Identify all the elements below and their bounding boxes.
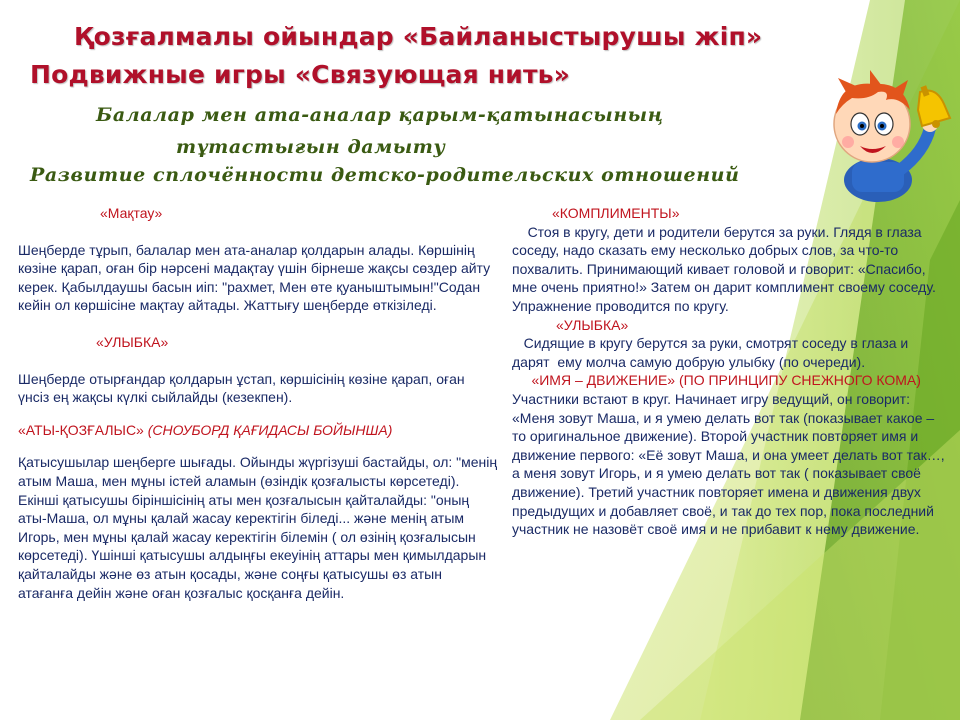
subtitle-kazakh-line2: тұтастығын дамыту xyxy=(176,136,446,158)
title-kazakh: Қозғалмалы ойындар «Байланыстырушы жіп» xyxy=(74,22,763,51)
bell-boy-illustration xyxy=(812,52,952,202)
section-text-ulybka-kz: Шеңберде отырғандар қолдарын ұстап, көршісінің көзіне қарап, оған үнсіз ең жақсы күлкі сыйлайды (кезекпен). xyxy=(18,370,465,406)
section-heading-ulybka-ru: «УЛЫБКА» xyxy=(556,316,629,333)
heading-italic: (СНОУБОРД ҚАҒИДАСЫ БОЙЫНША) xyxy=(147,421,393,438)
section-text-komplimenty: Стоя в кругу, дети и родители берутся за руки. Глядя в глаза соседу, надо сказать ему несколько добрых слов, за что-то похвалить. Принимающий кивает головой и говорит: «Спасибо, мне очень приятно!» Затем он дарит комплимент своему соседу. Упражнение проводится по кругу. xyxy=(512,223,940,314)
section-text-ulybka-ru: Сидящие в кругу берутся за руки, смотрят соседу в глаза и дарят ему молча самую добрую улыбку (по очереди). xyxy=(512,335,913,370)
section-heading-aty-kozgalys xyxy=(18,421,498,440)
section-heading-ulybka-kz: «УЛЫБКА» xyxy=(96,333,169,350)
section-text-maktau: Шеңберде тұрып, балалар мен ата-аналар қолдарын алады. Көршінің көзіне қарап, оған бір нәрсені мадақтау үшін бірнеше жақсы сөздер айту керек. Қабылдаушы басын иіп: "рахмет, Мен өте қуаныштымын!"Содан кейін ол көршісіне мақтау айтады. Жаттығу шеңберде өткізіледі. xyxy=(18,241,491,314)
heading-main: «АТЫ-ҚОЗҒАЛЫС» xyxy=(18,421,148,438)
section-heading-imya-dvizhenie: «ИМЯ – ДВИЖЕНИЕ» (ПО ПРИНЦИПУ СНЕЖНОГО КОМА) xyxy=(512,372,921,389)
section-text-aty-kozgalys: Қатысушылар шеңберге шығады. Ойынды жүргізуші бастайды, ол: "менің атым Маша, мен мұны істей аламын (өзіндік қозғалысты көрсетеді). Екінші қатысушы біріншісінің аты мен қозғалысын қайталайды: "оның аты-Маша, ол мұны қалай жасау керектігін біледі... және менің атым Игорь, мен мұны қалай жасау керектігін білемін ( ол өзінің қозғалысын көрсетеді). Үшінші қатысушы алдыңғы екеуінің аттары мен қимылдарын қайталайды және өз атын қосады, және соңғы қатысушы өз атын атағанға дейін және оған қозғалыс қосқанға дейін. xyxy=(18,454,498,601)
left-column xyxy=(18,204,498,602)
section-text-imya-dvizhenie: Участники встают в круг. Начинает игру ведущий, он говорит: «Меня зовут Маша, и я умею делать вот так (показывает какое – то оригинальное движение). Второй участник повторяет имя и движение первого: «Её зовут Маша, и она умеет делать вот так…, а меня зовут Игорь, и я умею делать вот так ( показывает своё движение). Третий участник повторяет имена и движения двух предыдущих и добавляет своё, и так до тех пор, пока последний участник не назовёт своё имя и не прибавит к нему движение. xyxy=(512,390,945,538)
right-column xyxy=(512,204,948,539)
title-russian: Подвижные игры «Связующая нить» xyxy=(30,60,571,89)
subtitle-kazakh-line1: Балалар мен ата-аналар қарым-қатынасының xyxy=(96,104,664,126)
section-heading-maktau: «Мақтау» xyxy=(100,205,163,221)
section-heading-komplimenty: «КОМПЛИМЕНТЫ» xyxy=(552,205,680,221)
subtitle-russian: Развитие сплочённости детско-родительских отношений xyxy=(30,164,740,186)
